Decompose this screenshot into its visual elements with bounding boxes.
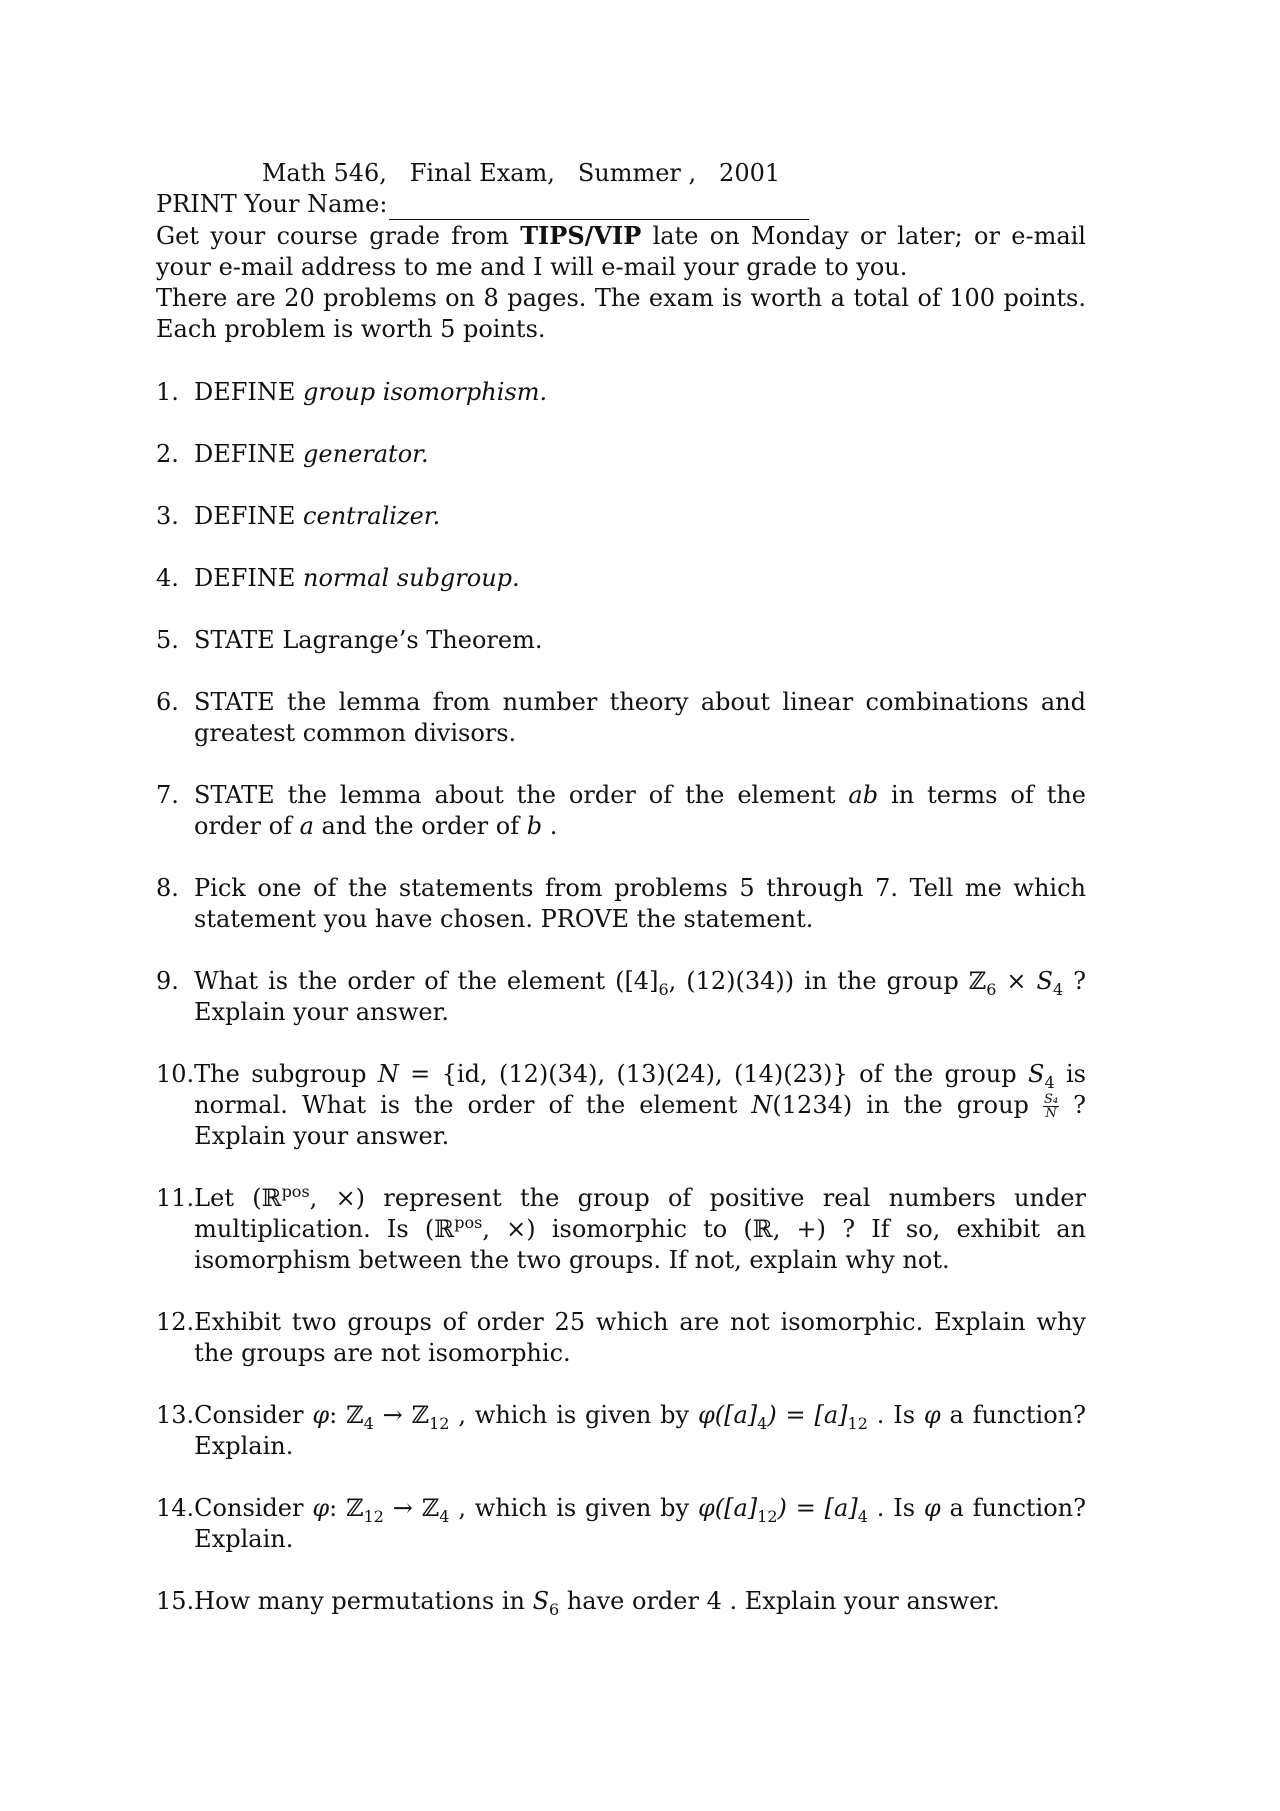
problem-list (156, 377, 1086, 1617)
problem-6: 6. STATE the lemma from number theory about linear combinations and greatest common divisors. (156, 688, 1086, 747)
problem-2: 2. DEFINE generator. (156, 440, 429, 468)
problem-4: 4. DEFINE normal subgroup. (156, 564, 520, 592)
name-line (156, 189, 1086, 220)
problem-12: 12. Exhibit two groups of order 25 which are not isomorphic. Explain why the groups are not isomorphic. (156, 1308, 1086, 1367)
exam-page (156, 158, 1086, 1617)
tips-vip: TIPS/VIP (520, 221, 642, 250)
problem-15: 15. How many permutations in $S_6$ have order 4 . Explain your answer. (156, 1587, 1000, 1619)
name-label: PRINT Your Name: (156, 190, 388, 218)
instructions (156, 220, 1086, 345)
grade-instructions: Get your course grade from TIPS/VIP late on Monday or later; or e-mail your e-mail address to me and I will e-mail your grade to you. (156, 221, 1086, 281)
problem-3: 3. DEFINE centralizer. (156, 502, 441, 530)
quotient-group-fraction: $\frac{\text{S₄}}{N}$ (1043, 1092, 1059, 1121)
problem-8: 8. Pick one of the statements from problems 5 through 7. Tell me which statement you have chosen. PROVE the statement. (156, 874, 1086, 933)
name-blank-line[interactable] (389, 197, 809, 220)
problem-11: 11. Let (ℝ$^{pos}$, ×) represent the group of positive real numbers under multiplication. Is (ℝ$^{pos}$, ×) isomorphic to (ℝ, +) ? If so, exhibit an isomorphism between the two groups. If not, explain why not. (156, 1182, 1086, 1274)
problem-1: 1. DEFINE group isomorphism. (156, 378, 548, 406)
problem-10: 10. The subgroup N = {id, (12)(34), (13)(24), (14)(23)} of the group $S_4$ is normal. What is the order of the element N(1234) in the group $\frac{\text{S₄}}{N}$ ? Explain your answer. (156, 1060, 1087, 1150)
problem-14: 14. Consider φ: ℤ$_{12}$ → ℤ$_4$ , which is given by $\varphi([a]_{12}) = [a]_4$ . Is φ a function? Explain. (156, 1494, 1087, 1553)
exam-summary: There are 20 problems on 8 pages. The exam is worth a total of 100 points. Each problem is worth 5 points. (156, 284, 1086, 343)
problem-5: 5. STATE Lagrange’s Theorem. (156, 626, 543, 654)
problem-13: 13. Consider φ: ℤ$_4$ → ℤ$_{12}$ , which is given by $\varphi([a]_4) = [a]_{12}$ . Is φ a function? Explain. (156, 1401, 1087, 1460)
problem-9: 9. What is the order of the element ($[4]_6$, (12)(34)) in the group ℤ$_6$ × $S_4$ ? Explain your answer. (156, 967, 1087, 1026)
problem-7: 7. STATE the lemma about the order of the element ab in terms of the order of a and the order of b . (156, 781, 1086, 840)
exam-title: Math 546, Final Exam, Summer , 2001 (261, 159, 781, 187)
